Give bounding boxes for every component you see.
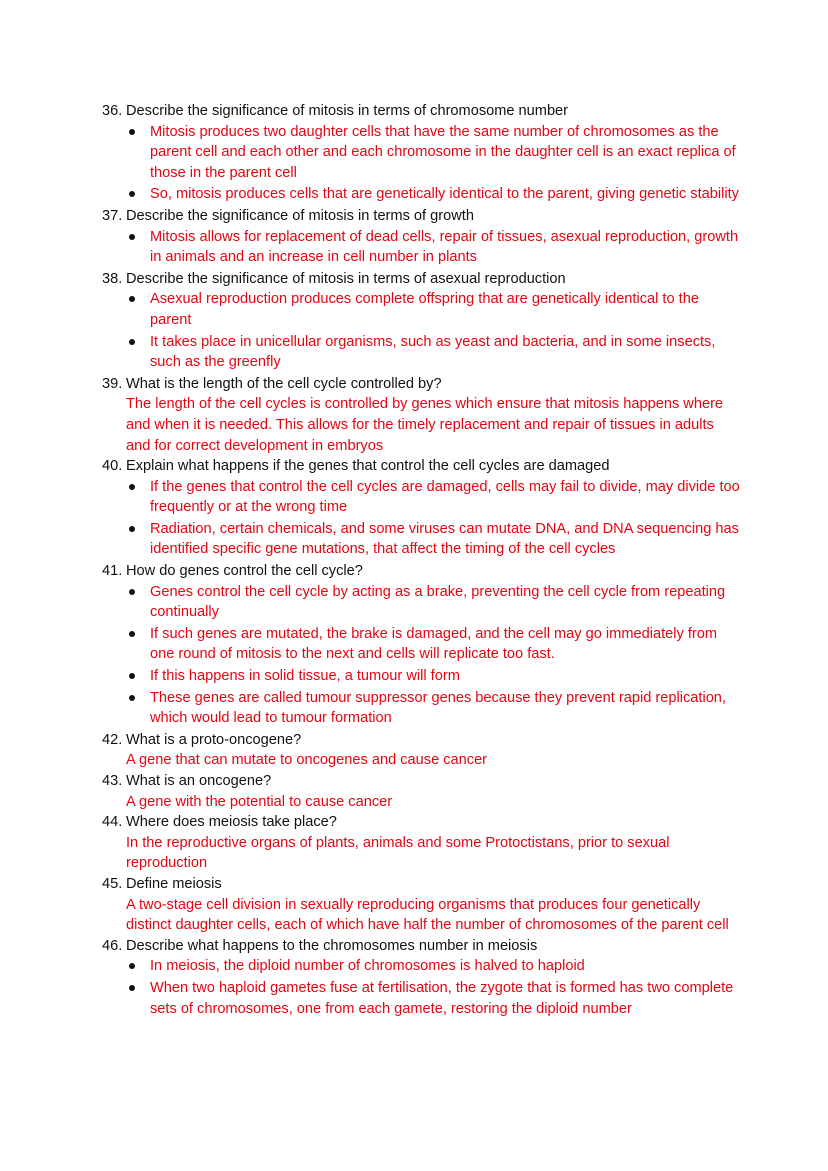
question-heading bbox=[102, 936, 742, 957]
question-heading bbox=[102, 730, 742, 751]
answer-text: A two-stage cell division in sexually reproducing organisms that produces four genetically distinct daughter cells, each of which have half the number of chromosomes of the parent cell bbox=[126, 896, 729, 934]
question-block bbox=[102, 936, 742, 1019]
question-heading bbox=[102, 269, 742, 290]
answer-bullet-list bbox=[126, 289, 742, 372]
question-heading bbox=[102, 561, 742, 582]
bullet-point-icon bbox=[126, 122, 150, 184]
answer-bullet-text: It takes place in unicellular organisms, such as yeast and bacteria, and in some insects, such as the greenfly bbox=[150, 333, 716, 371]
question-text: What is a proto-oncogene? bbox=[126, 731, 302, 748]
question-text: What is an oncogene? bbox=[126, 773, 272, 789]
question-block bbox=[102, 874, 742, 936]
question-text: Where does meiosis take place? bbox=[126, 814, 337, 831]
question-heading bbox=[102, 874, 742, 895]
answer-bullet bbox=[126, 289, 742, 330]
question-text: Describe the significance of mitosis in terms of growth bbox=[126, 207, 474, 224]
question-block bbox=[102, 374, 742, 456]
bullet-point-icon bbox=[126, 624, 150, 665]
answer-bullet-text: Mitosis produces two daughter cells that have the same number of chromosomes as the parent cell and each other and each chromosome in the daughter cell is an exact replica of those in the parent cell bbox=[150, 123, 736, 181]
question-number: 44. bbox=[102, 814, 123, 831]
question-block bbox=[102, 561, 742, 729]
bullet-point-icon bbox=[126, 978, 150, 1019]
answer-bullet-text: These genes are called tumour suppressor genes because they prevent rapid replication, which would lead to tumour formation bbox=[150, 689, 726, 727]
answer-bullet-text: If the genes that control the cell cycles are damaged, cells may fail to divide, may divide too frequently or at the wrong time bbox=[150, 478, 740, 516]
answer-bullet bbox=[126, 666, 742, 687]
question-heading bbox=[102, 771, 742, 792]
answer-bullet bbox=[126, 519, 742, 560]
question-number: 39. bbox=[102, 375, 123, 392]
question-block bbox=[102, 812, 742, 874]
answer-text: A gene with the potential to cause cancer bbox=[126, 793, 393, 810]
answer-bullet-text: Mitosis allows for replacement of dead cells, repair of tissues, asexual reproduction, growth in animals and an increase in cell number in plants bbox=[150, 228, 739, 266]
question-text: What is the length of the cell cycle controlled by? bbox=[126, 375, 442, 392]
bullet-point-icon bbox=[126, 956, 150, 977]
question-block bbox=[102, 206, 742, 268]
question-block bbox=[102, 101, 742, 205]
question-number: 40. bbox=[102, 458, 123, 475]
question-heading bbox=[102, 101, 742, 122]
answer-bullet bbox=[126, 122, 742, 184]
answer-bullet bbox=[126, 477, 742, 518]
question-block bbox=[102, 456, 742, 560]
answer-bullet bbox=[126, 184, 742, 205]
bullet-point-icon bbox=[126, 289, 150, 330]
question-number: 42. bbox=[102, 731, 123, 748]
question-heading bbox=[102, 456, 742, 477]
answer-bullet-list bbox=[126, 477, 742, 560]
question-text: How do genes control the cell cycle? bbox=[126, 563, 363, 580]
question-list bbox=[102, 101, 742, 1020]
answer-bullet bbox=[126, 956, 742, 977]
answer-bullet-list bbox=[126, 956, 742, 1019]
question-block bbox=[102, 730, 742, 771]
answer-bullet-text: When two haploid gametes fuse at fertilisation, the zygote that is formed has two complete sets of chromosomes, one from each gamete, restoring the diploid number bbox=[150, 979, 734, 1017]
answer-bullet bbox=[126, 624, 742, 665]
bullet-point-icon bbox=[126, 184, 150, 205]
question-text: Define meiosis bbox=[126, 875, 222, 892]
answer-text: A gene that can mutate to oncogenes and cause cancer bbox=[126, 752, 488, 769]
question-heading bbox=[102, 206, 742, 227]
question-block bbox=[102, 771, 742, 812]
bullet-point-icon bbox=[126, 332, 150, 373]
answer-bullet-text: Genes control the cell cycle by acting as a brake, preventing the cell cycle from repeating continually bbox=[150, 583, 726, 621]
answer-text: In the reproductive organs of plants, animals and some Protoctistans, prior to sexual reproduction bbox=[126, 834, 670, 872]
question-heading bbox=[102, 374, 742, 395]
answer-bullet-text: If such genes are mutated, the brake is damaged, and the cell may go immediately from one round of mitosis to the next and cells will replicate too fast. bbox=[150, 625, 718, 663]
answer-bullet-text: Asexual reproduction produces complete offspring that are genetically identical to the parent bbox=[150, 291, 699, 328]
answer-bullet-text: If this happens in solid tissue, a tumour will form bbox=[150, 668, 460, 685]
answer-text: The length of the cell cycles is controlled by genes which ensure that mitosis happens where and when it is needed. This allows for the timely replacement and repair of tissues in adults and for correct development in embryos bbox=[126, 396, 724, 454]
question-text: Explain what happens if the genes that control the cell cycles are damaged bbox=[126, 458, 610, 475]
question-number: 43. bbox=[102, 773, 123, 789]
answer-bullet bbox=[126, 332, 742, 373]
question-number: 37. bbox=[102, 207, 123, 224]
answer-bullet-text: In meiosis, the diploid number of chromosomes is halved to haploid bbox=[150, 958, 585, 975]
question-number: 45. bbox=[102, 875, 123, 892]
answer-bullet-text: Radiation, certain chemicals, and some viruses can mutate DNA, and DNA sequencing has identified specific gene mutations, that affect the timing of the cell cycles bbox=[150, 520, 739, 558]
question-number: 46. bbox=[102, 937, 123, 954]
question-number: 41. bbox=[102, 563, 123, 580]
answer-bullet bbox=[126, 227, 742, 268]
bullet-point-icon bbox=[126, 519, 150, 560]
question-number: 38. bbox=[102, 270, 123, 287]
question-number: 36. bbox=[102, 103, 123, 119]
answer-bullet-text: So, mitosis produces cells that are genetically identical to the parent, giving genetic stability bbox=[150, 186, 739, 203]
bullet-point-icon bbox=[126, 666, 150, 687]
answer-bullet bbox=[126, 978, 742, 1019]
bullet-point-icon bbox=[126, 582, 150, 623]
answer-bullet-list bbox=[126, 227, 742, 268]
answer-bullet bbox=[126, 688, 742, 729]
bullet-point-icon bbox=[126, 477, 150, 518]
answer-bullet-list bbox=[126, 122, 742, 205]
question-heading bbox=[102, 812, 742, 833]
bullet-point-icon bbox=[126, 227, 150, 268]
question-text: Describe the significance of mitosis in terms of chromosome number bbox=[126, 103, 569, 119]
answer-bullet-list bbox=[126, 582, 742, 729]
question-block bbox=[102, 269, 742, 373]
bullet-point-icon bbox=[126, 688, 150, 729]
question-text: Describe what happens to the chromosomes number in meiosis bbox=[126, 937, 538, 954]
question-text: Describe the significance of mitosis in terms of asexual reproduction bbox=[126, 270, 566, 287]
answer-bullet bbox=[126, 582, 742, 623]
